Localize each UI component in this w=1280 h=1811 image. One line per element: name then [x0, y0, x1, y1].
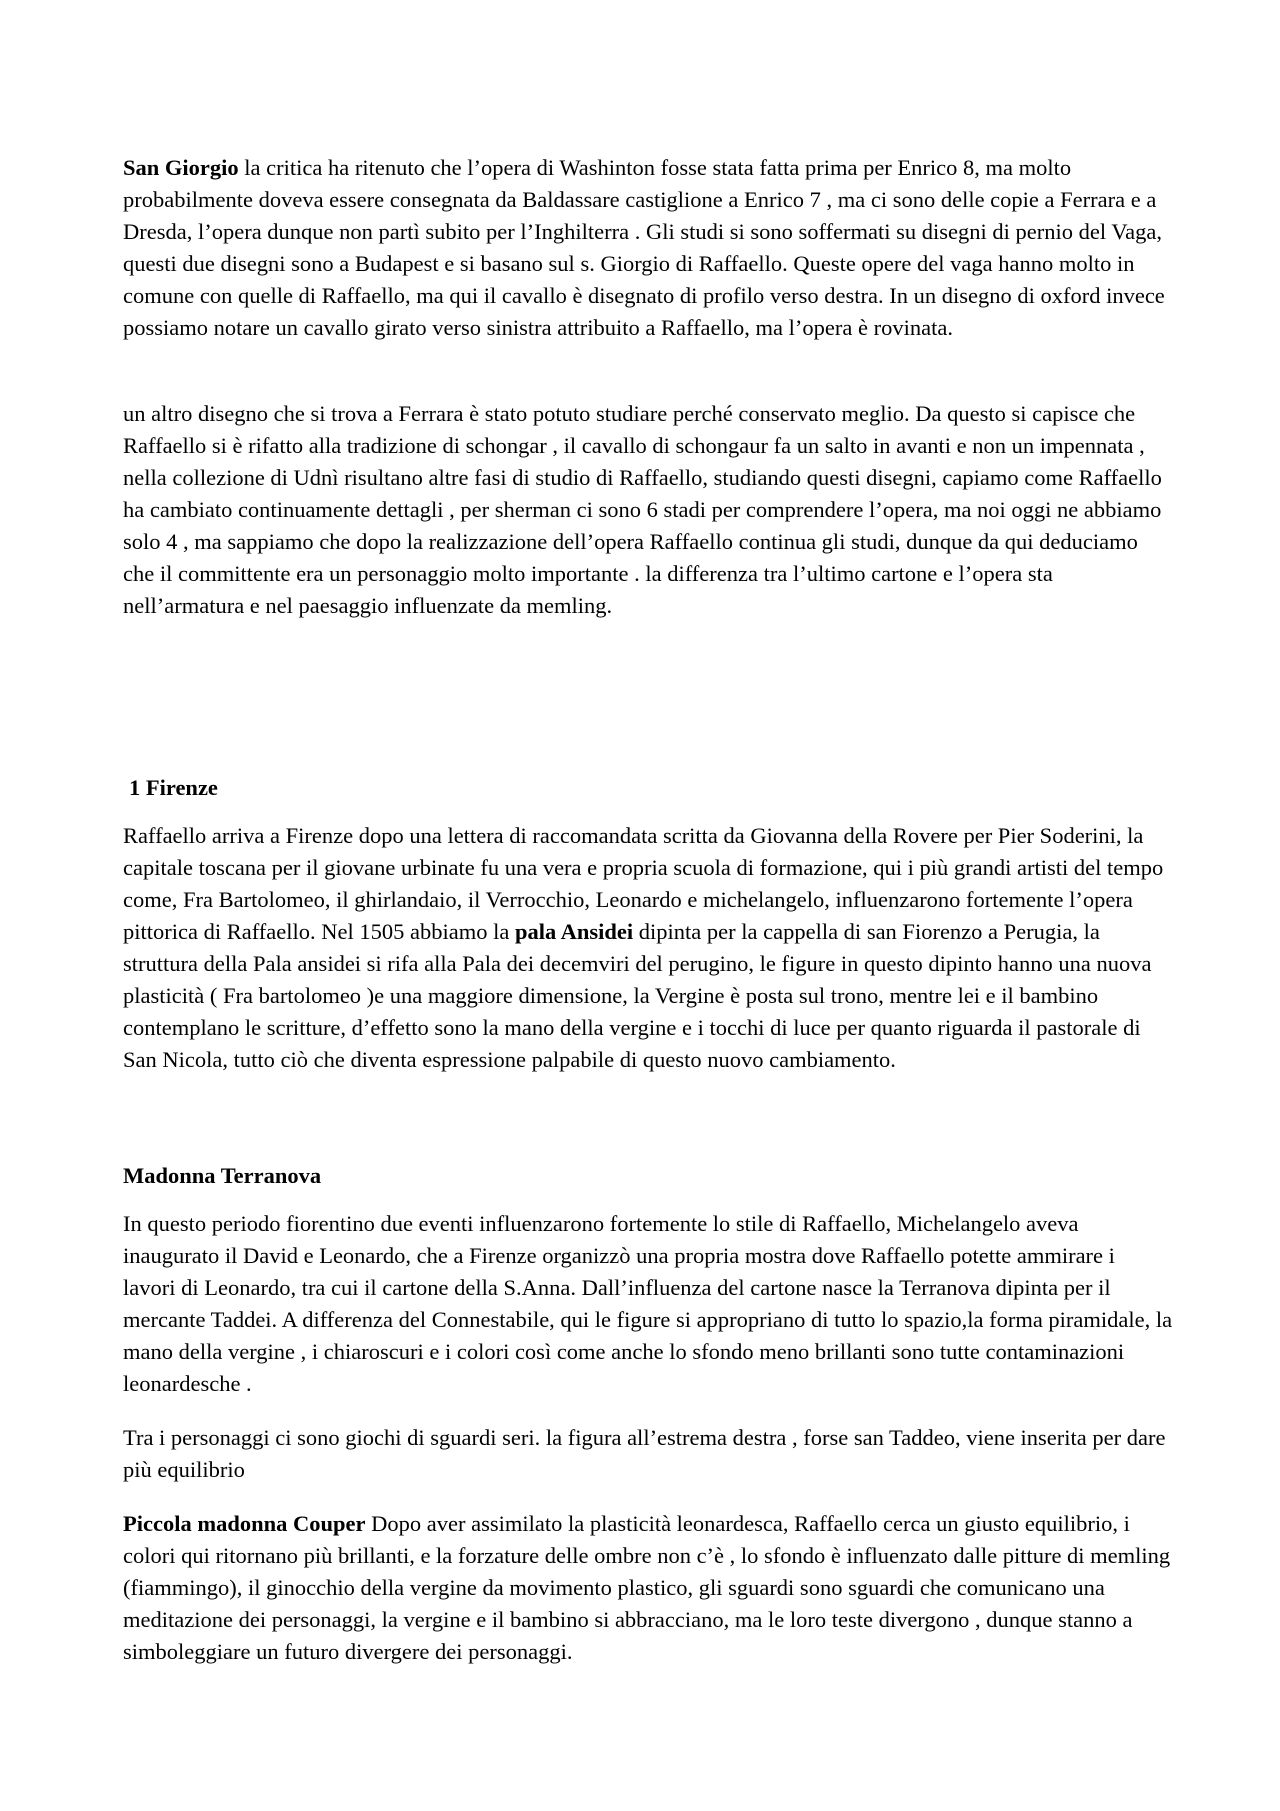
paragraph-san-giorgio-1 [123, 152, 1173, 344]
paragraph-terranova-1: In questo periodo fiorentino due eventi influenzarono fortemente lo stile di Raffaello, Michelangelo aveva inaugurato il David e Leonardo, che a Firenze organizzò una propria mostra dove Raffaello potette ammirare i lavori di Leonardo, tra cui il cartone della S.Anna. Dall’influenza del cartone nasce la Terranova dipinta per il mercante Taddei. A differenza del Connestabile, qui le figure si appropriano di tutto lo spazio,la forma piramidale, la mano della vergine , i chiaroscuri e i colori così come anche lo sfondo meno brillanti sono tutte contaminazioni leonardesche . [123, 1211, 1173, 1396]
heading-madonna-terranova: Madonna Terranova [123, 1163, 322, 1188]
pala-ansidei-bold: pala Ansidei [514, 919, 634, 944]
san-giorgio-p1-text: la critica ha ritenuto che l’opera di Washinton fosse stata fatta prima per Enrico 8, ma molto probabilmente doveva essere consegnata da Baldassare castiglione a Enrico 7 , ma ci sono delle copie a Ferrara e a Dresda, l’opera dunque non partì subito per l’Inghilterra . Gli studi si sono soffermati su disegni di pernio del Vaga, questi due disegni sono a Budapest e si basano sul s. Giorgio di Raffaello. Queste opere del vaga hanno molto in comune con quelle di Raffaello, ma qui il cavallo è disegnato di profilo verso destra. In un disegno di oxford invece possiamo notare un cavallo girato verso sinistra attribuito a Raffaello, ma l’opera è rovinata. [123, 155, 1165, 340]
couper-p1-text: Dopo aver assimilato la plasticità leonardesca, Raffaello cerca un giusto equilibrio, i colori qui ritornano più brillanti, e la forzature delle ombre non c’è , lo sfondo è influenzato dalle pitture di memling (fiammingo), il ginocchio della vergine da movimento plastico, gli sguardi sono sguardi che comunicano una meditazione dei personaggi, la vergine e il bambino si abbracciano, ma le loro teste divergono , dunque stanno a simboleggiare un futuro divergere dei personaggi. [123, 1511, 1171, 1664]
san-giorgio-title: San Giorgio [123, 155, 239, 180]
firenze-p1-after: dipinta per la cappella di san Fiorenzo a Perugia, la struttura della Pala ansidei si rifa alla Pala dei decemviri del perugino, le figure in questo dipinto hanno una nuova plasticità ( Fra bartolomeo )e una maggiore dimensione, la Vergine è posta sul trono, mentre lei e il bambino contemplano le scritture, d’effetto sono la mano della vergine e i tocchi di luce per quanto riguarda il pastorale di San Nicola, tutto ciò che diventa espressione palpabile di questo nuovo cambiamento. [123, 919, 1152, 1072]
heading-firenze: 1 Firenze [129, 775, 218, 800]
paragraph-firenze-1 [123, 820, 1173, 1076]
firenze-p1-before: Raffaello arriva a Firenze dopo una lettera di raccomandata scritta da Giovanna della Rovere per Pier Soderini, la capitale toscana per il giovane urbinate fu una vera e propria scuola di formazione, qui i più grandi artisti del tempo come, Fra Bartolomeo, il ghirlandaio, il Verrocchio, Leonardo e michelangelo, influenzarono fortemente l’opera pittorica di Raffaello. Nel 1505 abbiamo la [123, 823, 1164, 944]
paragraph-san-giorgio-2: un altro disegno che si trova a Ferrara è stato potuto studiare perché conservato meglio. Da questo si capisce che Raffaello si è rifatto alla tradizione di schongar , il cavallo di schongaur fa un salto in avanti e non un impennata , nella collezione di Udnì risultano altre fasi di studio di Raffaello, studiando questi disegni, capiamo come Raffaello ha cambiato continuamente dettagli , per sherman ci sono 6 stadi per comprendere l’opera, ma noi oggi ne abbiamo solo 4 , ma sappiamo che dopo la realizzazione dell’opera Raffaello continua gli studi, dunque da qui deduciamo che il committente era un personaggio molto importante . la differenza tra l’ultimo cartone e l’opera sta nell’armatura e nel paesaggio influenzate da memling. [123, 401, 1162, 618]
couper-title: Piccola madonna Couper [123, 1511, 366, 1536]
paragraph-terranova-2: Tra i personaggi ci sono giochi di sguardi seri. la figura all’estrema destra , forse san Taddeo, viene inserita per dare più equilibrio [123, 1425, 1166, 1482]
paragraph-couper-1 [123, 1508, 1173, 1668]
